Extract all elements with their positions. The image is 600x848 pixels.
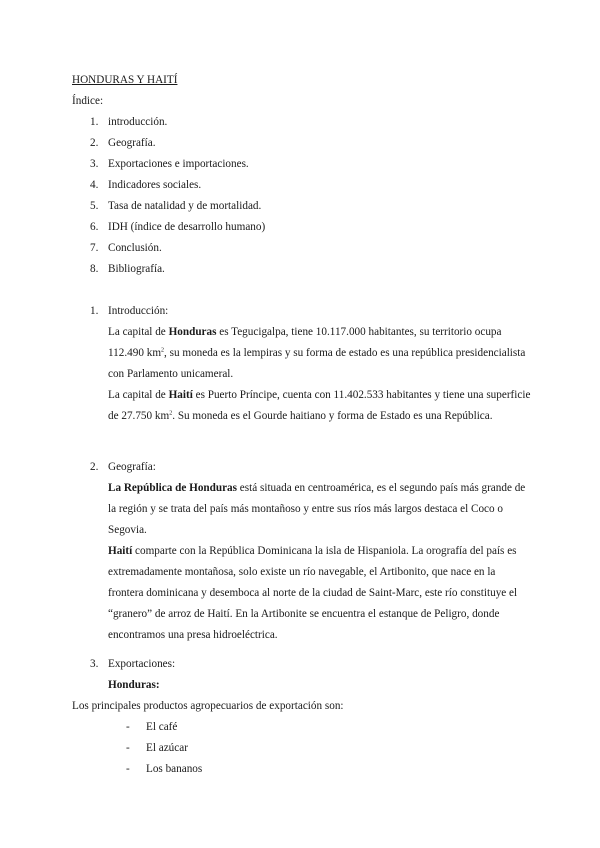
paragraph-haiti-intro: La capital de Haití es Puerto Príncipe, cuenta con 11.402.533 habitantes y tiene una superficie de 27.750 $km^2$. Su moneda es el Gourde haitiano y forma de Estado es una República. xyxy=(108,389,531,422)
toc-item: 7. Conclusión. xyxy=(90,242,162,254)
section-heading: 1. Introducción: xyxy=(90,305,169,317)
section-heading: 3. Exportaciones: xyxy=(90,658,176,670)
document-title: HONDURAS Y HAITÍ xyxy=(72,74,178,86)
paragraph-honduras-geo: La República de Honduras está situada en centroamérica, es el segundo país más grande de la región y se trata del país más montañoso y entre sus ríos más largos destaca el Coco o Segovia. xyxy=(108,482,526,536)
section-heading: 2. Geografía: xyxy=(90,461,156,473)
toc-item: 2. Geografía. xyxy=(90,137,156,149)
toc-item: 8. Bibliografía. xyxy=(90,263,165,275)
index-label: Índice: xyxy=(72,95,104,107)
list-item: - Los bananos xyxy=(126,763,203,775)
section-geografia xyxy=(72,457,532,646)
section-introduccion xyxy=(72,301,532,427)
list-item: - El café xyxy=(126,721,178,733)
paragraph-haiti-geo: Haití comparte con la República Dominicana la isla de Hispaniola. La orografía del país es extremadamente montañosa, solo existe un río navegable, el Artibonito, que nace en la frontera dominicana y desemboca al norte de la ciudad de Saint-Marc, este río constituye el “granero” de arroz de Haití. En la Artibonite se encuentra el estanque de Peligro, donde encontramos una presa hidroeléctrica. xyxy=(108,545,518,641)
exports-list xyxy=(72,717,532,780)
paragraph-honduras-intro: La capital de Honduras es Tegucigalpa, tiene 10.117.000 habitantes, su territorio ocupa 112.490 $km^2$, su moneda es la lempiras y su forma de estado es una república presidencialista con Parlamento unicameral. xyxy=(108,326,526,380)
toc-item: 3. Exportaciones e importaciones. xyxy=(90,158,249,170)
paragraph-exports-intro: Los principales productos agropecuarios de exportación son: xyxy=(72,700,344,712)
section-exportaciones xyxy=(72,654,532,780)
toc-item: 4. Indicadores sociales. xyxy=(90,179,202,191)
list-item: - El azúcar xyxy=(126,742,188,754)
toc-item: 1. introducción. xyxy=(90,116,168,128)
table-of-contents xyxy=(72,112,265,280)
subheading-honduras: Honduras: xyxy=(108,679,160,691)
toc-item: 5. Tasa de natalidad y de mortalidad. xyxy=(90,200,262,212)
toc-item: 6. IDH (índice de desarrollo humano) xyxy=(90,221,266,233)
